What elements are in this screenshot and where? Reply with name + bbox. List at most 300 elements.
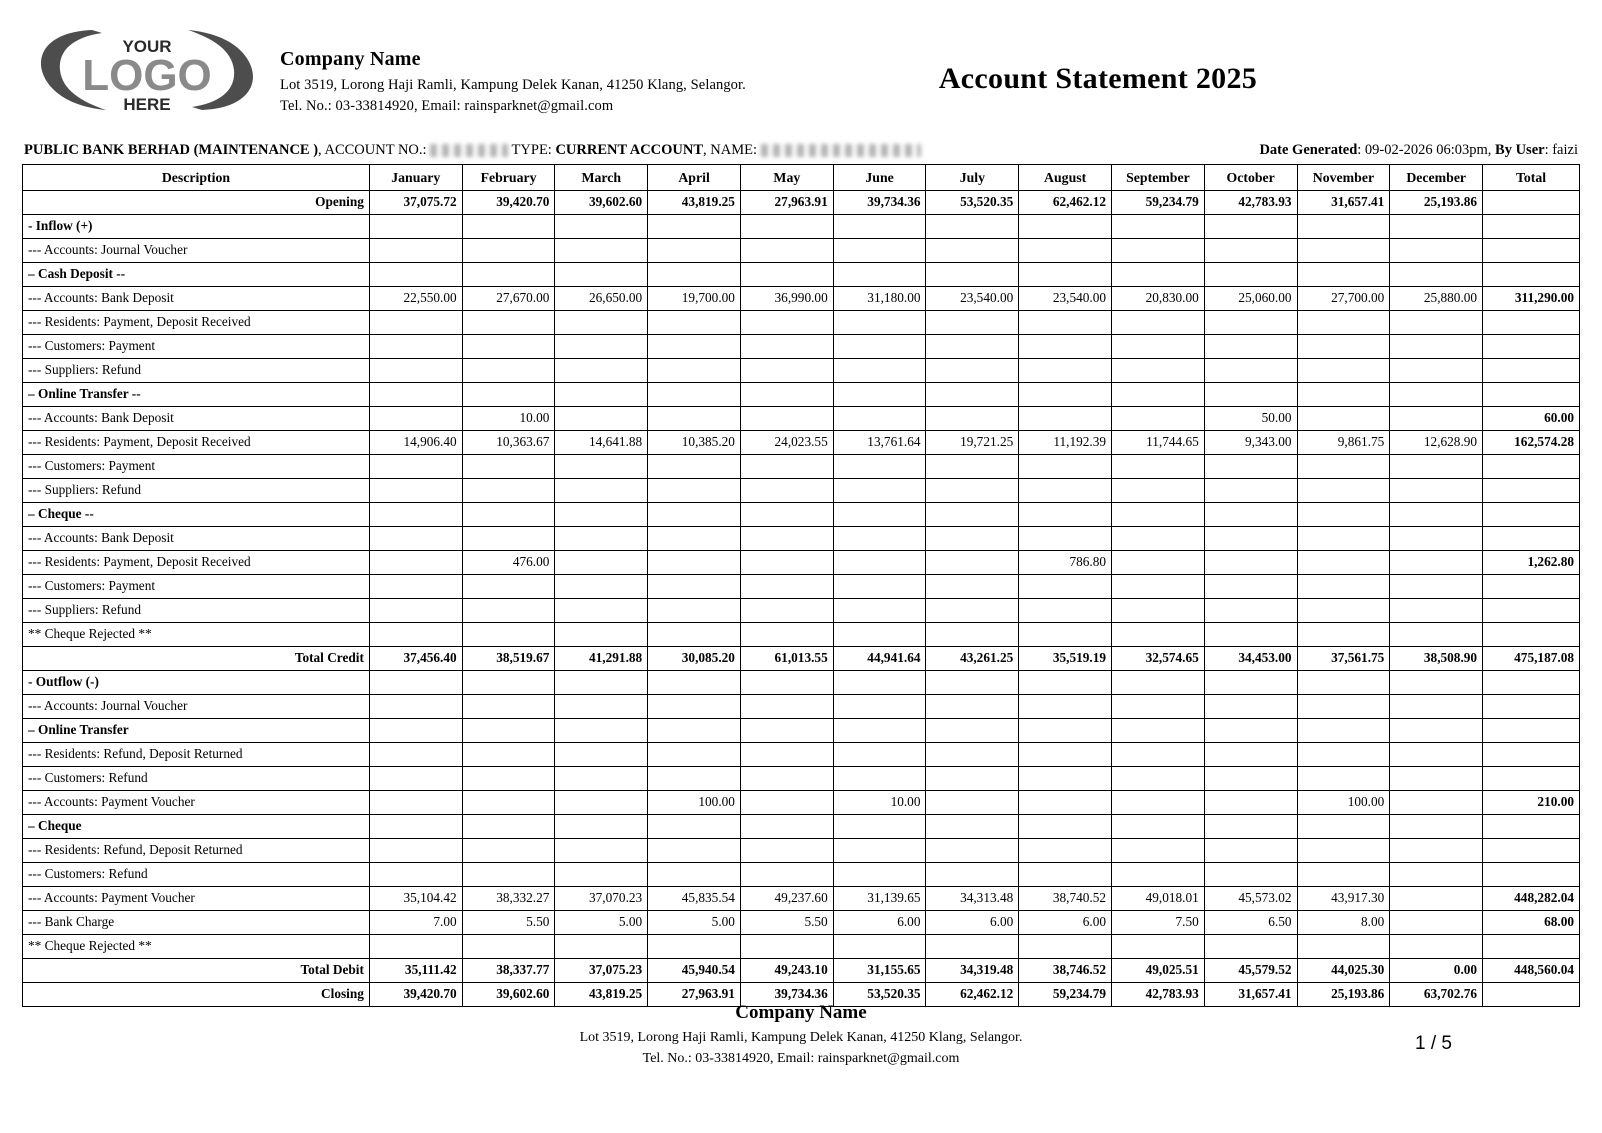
cell-value xyxy=(1019,503,1112,527)
cell-value: 25,193.86 xyxy=(1390,191,1483,215)
cell-value xyxy=(926,695,1019,719)
cell-value xyxy=(462,215,555,239)
cell-value xyxy=(1483,191,1580,215)
cell-value xyxy=(1390,767,1483,791)
row-label: --- Accounts: Bank Deposit xyxy=(23,287,370,311)
cell-value: 49,243.10 xyxy=(740,959,833,983)
cell-value xyxy=(1204,239,1297,263)
document-footer xyxy=(22,1002,1580,1069)
cell-value xyxy=(1297,767,1390,791)
cell-value xyxy=(1297,935,1390,959)
cell-value xyxy=(555,383,648,407)
cell-value xyxy=(1112,263,1205,287)
cell-value xyxy=(462,695,555,719)
cell-value xyxy=(648,503,741,527)
row-label: --- Accounts: Bank Deposit xyxy=(23,527,370,551)
cell-value xyxy=(740,263,833,287)
cell-value xyxy=(926,815,1019,839)
cell-value xyxy=(369,623,462,647)
cell-value xyxy=(740,215,833,239)
cell-value xyxy=(740,551,833,575)
title-block xyxy=(746,20,1580,96)
cell-value xyxy=(926,503,1019,527)
table-row xyxy=(23,839,1580,863)
cell-value xyxy=(555,935,648,959)
cell-value xyxy=(648,863,741,887)
cell-value: 53,520.35 xyxy=(926,191,1019,215)
cell-value xyxy=(555,527,648,551)
page-number: 1 / 5 xyxy=(1415,1033,1452,1054)
cell-value xyxy=(1483,935,1580,959)
cell-value xyxy=(926,575,1019,599)
cell-value xyxy=(1019,863,1112,887)
cell-value xyxy=(1297,527,1390,551)
cell-value: 5.50 xyxy=(462,911,555,935)
table-row xyxy=(23,335,1580,359)
cell-value: 31,657.41 xyxy=(1204,983,1297,1007)
cell-value xyxy=(833,815,926,839)
company-address: Lot 3519, Lorong Haji Ramli, Kampung Delek Kanan, 41250 Klang, Selangor. xyxy=(280,77,746,93)
cell-value: 786.80 xyxy=(1019,551,1112,575)
row-label: --- Accounts: Bank Deposit xyxy=(23,407,370,431)
column-header-august: August xyxy=(1019,165,1112,191)
cell-value xyxy=(555,551,648,575)
cell-value xyxy=(1297,503,1390,527)
cell-value xyxy=(1204,383,1297,407)
cell-value xyxy=(1390,599,1483,623)
cell-value xyxy=(1019,935,1112,959)
cell-value xyxy=(926,383,1019,407)
cell-value xyxy=(926,359,1019,383)
cell-value xyxy=(462,383,555,407)
footer-contact: Tel. No.: 03-33814920, Email: rainsparknet@gmail.com xyxy=(642,1051,960,1066)
company-name: Company Name xyxy=(280,48,421,70)
cell-value: 43,261.25 xyxy=(926,647,1019,671)
cell-value: 5.50 xyxy=(740,911,833,935)
cell-value xyxy=(369,527,462,551)
logo-main-text: LOGO xyxy=(82,51,212,100)
table-row xyxy=(23,503,1580,527)
account-type-label: TYPE: xyxy=(511,142,552,158)
cell-value xyxy=(648,839,741,863)
cell-value xyxy=(1019,839,1112,863)
cell-value: 35,111.42 xyxy=(369,959,462,983)
cell-value xyxy=(1112,935,1205,959)
cell-value xyxy=(369,767,462,791)
cell-value xyxy=(740,623,833,647)
cell-value xyxy=(369,455,462,479)
table-row xyxy=(23,695,1580,719)
cell-value xyxy=(740,767,833,791)
cell-value xyxy=(369,551,462,575)
cell-value xyxy=(926,407,1019,431)
cell-value: 1,262.80 xyxy=(1483,551,1580,575)
cell-value xyxy=(1297,839,1390,863)
column-header-october: October xyxy=(1204,165,1297,191)
cell-value: 475,187.08 xyxy=(1483,647,1580,671)
cell-value xyxy=(555,311,648,335)
cell-value xyxy=(555,863,648,887)
cell-value xyxy=(1019,623,1112,647)
account-name-label: , NAME: xyxy=(703,142,758,158)
cell-value: 31,180.00 xyxy=(833,287,926,311)
cell-value: 476.00 xyxy=(462,551,555,575)
cell-value xyxy=(462,671,555,695)
cell-value xyxy=(1297,743,1390,767)
cell-value: 19,721.25 xyxy=(926,431,1019,455)
cell-value: 34,313.48 xyxy=(926,887,1019,911)
cell-value xyxy=(833,359,926,383)
cell-value xyxy=(1483,767,1580,791)
cell-value: 36,990.00 xyxy=(740,287,833,311)
footer-company-name: Company Name xyxy=(735,1002,867,1023)
table-row xyxy=(23,599,1580,623)
row-label: - Inflow (+) xyxy=(23,215,370,239)
cell-value xyxy=(1204,623,1297,647)
cell-value xyxy=(833,503,926,527)
account-no-label: , ACCOUNT NO.: xyxy=(318,142,427,158)
logo-bottom-text: HERE xyxy=(123,95,171,114)
cell-value xyxy=(1204,767,1297,791)
cell-value xyxy=(1019,527,1112,551)
cell-value xyxy=(833,935,926,959)
cell-value xyxy=(740,239,833,263)
cell-value xyxy=(555,599,648,623)
cell-value xyxy=(926,239,1019,263)
row-label: – Online Transfer -- xyxy=(23,383,370,407)
cell-value xyxy=(369,575,462,599)
cell-value: 9,343.00 xyxy=(1204,431,1297,455)
table-row xyxy=(23,191,1580,215)
cell-value: 45,940.54 xyxy=(648,959,741,983)
cell-value xyxy=(833,671,926,695)
cell-value xyxy=(648,479,741,503)
cell-value xyxy=(1390,911,1483,935)
table-row xyxy=(23,575,1580,599)
cell-value xyxy=(1390,503,1483,527)
cell-value xyxy=(1483,215,1580,239)
cell-value xyxy=(1204,551,1297,575)
cell-value: 59,234.79 xyxy=(1019,983,1112,1007)
logo-top-text: YOUR xyxy=(122,37,172,56)
cell-value xyxy=(1112,671,1205,695)
cell-value xyxy=(369,743,462,767)
cell-value: 11,192.39 xyxy=(1019,431,1112,455)
cell-value xyxy=(369,935,462,959)
cell-value xyxy=(462,527,555,551)
cell-value xyxy=(1204,359,1297,383)
cell-value xyxy=(648,551,741,575)
cell-value xyxy=(462,767,555,791)
cell-value: 49,025.51 xyxy=(1112,959,1205,983)
cell-value xyxy=(1112,527,1205,551)
cell-value: 38,740.52 xyxy=(1019,887,1112,911)
cell-value xyxy=(740,671,833,695)
cell-value xyxy=(1204,695,1297,719)
cell-value xyxy=(926,935,1019,959)
cell-value xyxy=(926,623,1019,647)
cell-value xyxy=(462,935,555,959)
cell-value: 10.00 xyxy=(462,407,555,431)
cell-value xyxy=(1112,311,1205,335)
cell-value xyxy=(1204,599,1297,623)
cell-value xyxy=(648,527,741,551)
bank-name: PUBLIC BANK BERHAD (MAINTENANCE ) xyxy=(24,142,319,158)
cell-value xyxy=(369,383,462,407)
cell-value xyxy=(1204,935,1297,959)
cell-value xyxy=(1390,839,1483,863)
cell-value xyxy=(1483,695,1580,719)
cell-value: 45,835.54 xyxy=(648,887,741,911)
cell-value xyxy=(1112,479,1205,503)
column-header-total: Total xyxy=(1483,165,1580,191)
cell-value xyxy=(648,719,741,743)
cell-value xyxy=(926,863,1019,887)
cell-value xyxy=(1019,479,1112,503)
row-label: --- Customers: Refund xyxy=(23,863,370,887)
cell-value xyxy=(369,863,462,887)
cell-value xyxy=(1112,791,1205,815)
cell-value xyxy=(926,527,1019,551)
cell-value xyxy=(1390,527,1483,551)
cell-value xyxy=(740,743,833,767)
cell-value xyxy=(1112,503,1205,527)
cell-value xyxy=(1297,695,1390,719)
table-row xyxy=(23,791,1580,815)
cell-value xyxy=(648,623,741,647)
cell-value xyxy=(1204,863,1297,887)
cell-value xyxy=(369,791,462,815)
cell-value: 100.00 xyxy=(1297,791,1390,815)
cell-value xyxy=(926,455,1019,479)
cell-value xyxy=(648,599,741,623)
cell-value xyxy=(369,359,462,383)
table-row xyxy=(23,359,1580,383)
column-header-may: May xyxy=(740,165,833,191)
cell-value xyxy=(1112,863,1205,887)
cell-value: 68.00 xyxy=(1483,911,1580,935)
cell-value: 8.00 xyxy=(1297,911,1390,935)
cell-value xyxy=(926,839,1019,863)
cell-value xyxy=(462,623,555,647)
cell-value xyxy=(462,575,555,599)
cell-value xyxy=(833,719,926,743)
cell-value xyxy=(1019,575,1112,599)
cell-value xyxy=(740,839,833,863)
table-row xyxy=(23,647,1580,671)
cell-value xyxy=(926,767,1019,791)
cell-value xyxy=(740,815,833,839)
cell-value: 5.00 xyxy=(648,911,741,935)
company-logo xyxy=(22,20,272,120)
cell-value xyxy=(1297,383,1390,407)
cell-value: 37,561.75 xyxy=(1297,647,1390,671)
table-row xyxy=(23,767,1580,791)
cell-value xyxy=(555,215,648,239)
cell-value: 45,573.02 xyxy=(1204,887,1297,911)
cell-value xyxy=(1112,623,1205,647)
cell-value xyxy=(1297,575,1390,599)
cell-value: 31,155.65 xyxy=(833,959,926,983)
cell-value: 62,462.12 xyxy=(1019,191,1112,215)
cell-value xyxy=(555,359,648,383)
cell-value xyxy=(740,359,833,383)
cell-value: 39,734.36 xyxy=(833,191,926,215)
table-row xyxy=(23,911,1580,935)
column-header-february: February xyxy=(462,165,555,191)
cell-value: 100.00 xyxy=(648,791,741,815)
cell-value xyxy=(833,767,926,791)
cell-value xyxy=(1390,695,1483,719)
cell-value: 38,332.27 xyxy=(462,887,555,911)
column-header-september: September xyxy=(1112,165,1205,191)
by-user-label: By User xyxy=(1495,142,1545,158)
cell-value xyxy=(648,455,741,479)
row-label: – Online Transfer xyxy=(23,719,370,743)
cell-value xyxy=(1483,575,1580,599)
cell-value xyxy=(462,863,555,887)
cell-value: 59,234.79 xyxy=(1112,191,1205,215)
column-header-december: December xyxy=(1390,165,1483,191)
row-label: – Cheque -- xyxy=(23,503,370,527)
cell-value xyxy=(1483,599,1580,623)
cell-value xyxy=(740,335,833,359)
row-label: --- Accounts: Journal Voucher xyxy=(23,695,370,719)
cell-value: 43,819.25 xyxy=(555,983,648,1007)
cell-value xyxy=(833,623,926,647)
cell-value xyxy=(926,719,1019,743)
table-row xyxy=(23,215,1580,239)
cell-value xyxy=(648,815,741,839)
row-label: - Outflow (-) xyxy=(23,671,370,695)
cell-value xyxy=(1019,767,1112,791)
cell-value xyxy=(1483,239,1580,263)
cell-value xyxy=(369,695,462,719)
cell-value: 7.50 xyxy=(1112,911,1205,935)
cell-value xyxy=(1297,671,1390,695)
table-row xyxy=(23,383,1580,407)
table-row xyxy=(23,887,1580,911)
column-header-november: November xyxy=(1297,165,1390,191)
cell-value xyxy=(462,455,555,479)
logo-graphic xyxy=(22,20,272,120)
cell-value: 25,193.86 xyxy=(1297,983,1390,1007)
cell-value xyxy=(1390,935,1483,959)
column-header-july: July xyxy=(926,165,1019,191)
cell-value xyxy=(1390,815,1483,839)
row-label: --- Residents: Payment, Deposit Received xyxy=(23,551,370,575)
cell-value xyxy=(555,479,648,503)
cell-value xyxy=(462,359,555,383)
cell-value xyxy=(1019,455,1112,479)
cell-value xyxy=(648,383,741,407)
cell-value xyxy=(462,719,555,743)
cell-value: 23,540.00 xyxy=(1019,287,1112,311)
table-row xyxy=(23,407,1580,431)
cell-value xyxy=(1483,815,1580,839)
cell-value: 6.00 xyxy=(926,911,1019,935)
cell-value xyxy=(833,527,926,551)
cell-value xyxy=(462,311,555,335)
table-body xyxy=(23,191,1580,1007)
cell-value: 43,819.25 xyxy=(648,191,741,215)
table-row xyxy=(23,311,1580,335)
cell-value xyxy=(1112,215,1205,239)
cell-value xyxy=(1390,239,1483,263)
cell-value xyxy=(648,767,741,791)
table-row xyxy=(23,263,1580,287)
cell-value xyxy=(1483,263,1580,287)
cell-value: 27,700.00 xyxy=(1297,287,1390,311)
cell-value xyxy=(1390,623,1483,647)
cell-value xyxy=(1204,503,1297,527)
cell-value: 27,670.00 xyxy=(462,287,555,311)
cell-value xyxy=(462,503,555,527)
row-label: --- Customers: Payment xyxy=(23,335,370,359)
cell-value xyxy=(555,263,648,287)
cell-value xyxy=(1204,743,1297,767)
cell-value xyxy=(740,311,833,335)
cell-value: 24,023.55 xyxy=(740,431,833,455)
table-row xyxy=(23,863,1580,887)
cell-value: 35,104.42 xyxy=(369,887,462,911)
cell-value xyxy=(555,455,648,479)
cell-value xyxy=(648,671,741,695)
cell-value xyxy=(1019,239,1112,263)
cell-value: 11,744.65 xyxy=(1112,431,1205,455)
cell-value xyxy=(926,263,1019,287)
cell-value xyxy=(833,263,926,287)
cell-value xyxy=(740,503,833,527)
table-row xyxy=(23,287,1580,311)
cell-value: 37,075.72 xyxy=(369,191,462,215)
cell-value xyxy=(926,479,1019,503)
cell-value xyxy=(833,455,926,479)
cell-value: 162,574.28 xyxy=(1483,431,1580,455)
cell-value xyxy=(369,479,462,503)
cell-value: 39,420.70 xyxy=(369,983,462,1007)
cell-value: 5.00 xyxy=(555,911,648,935)
cell-value xyxy=(1390,863,1483,887)
cell-value xyxy=(926,599,1019,623)
date-generated-value: : 09-02-2026 06:03pm, xyxy=(1357,142,1492,158)
cell-value xyxy=(1019,215,1112,239)
cell-value xyxy=(1390,359,1483,383)
cell-value: 34,319.48 xyxy=(926,959,1019,983)
cell-value xyxy=(1204,335,1297,359)
cell-value xyxy=(833,551,926,575)
cell-value xyxy=(1483,479,1580,503)
cell-value xyxy=(926,311,1019,335)
row-label: --- Bank Charge xyxy=(23,911,370,935)
row-label: --- Suppliers: Refund xyxy=(23,359,370,383)
row-label: --- Customers: Payment xyxy=(23,575,370,599)
cell-value xyxy=(1483,359,1580,383)
cell-value: 43,917.30 xyxy=(1297,887,1390,911)
cell-value: 60.00 xyxy=(1483,407,1580,431)
column-header-march: March xyxy=(555,165,648,191)
cell-value xyxy=(1204,455,1297,479)
cell-value xyxy=(833,479,926,503)
cell-value xyxy=(1390,215,1483,239)
cell-value xyxy=(1483,383,1580,407)
row-label: Total Debit xyxy=(23,959,370,983)
cell-value xyxy=(648,359,741,383)
row-label: ** Cheque Rejected ** xyxy=(23,935,370,959)
column-header-april: April xyxy=(648,165,741,191)
cell-value xyxy=(833,839,926,863)
column-header-january: January xyxy=(369,165,462,191)
